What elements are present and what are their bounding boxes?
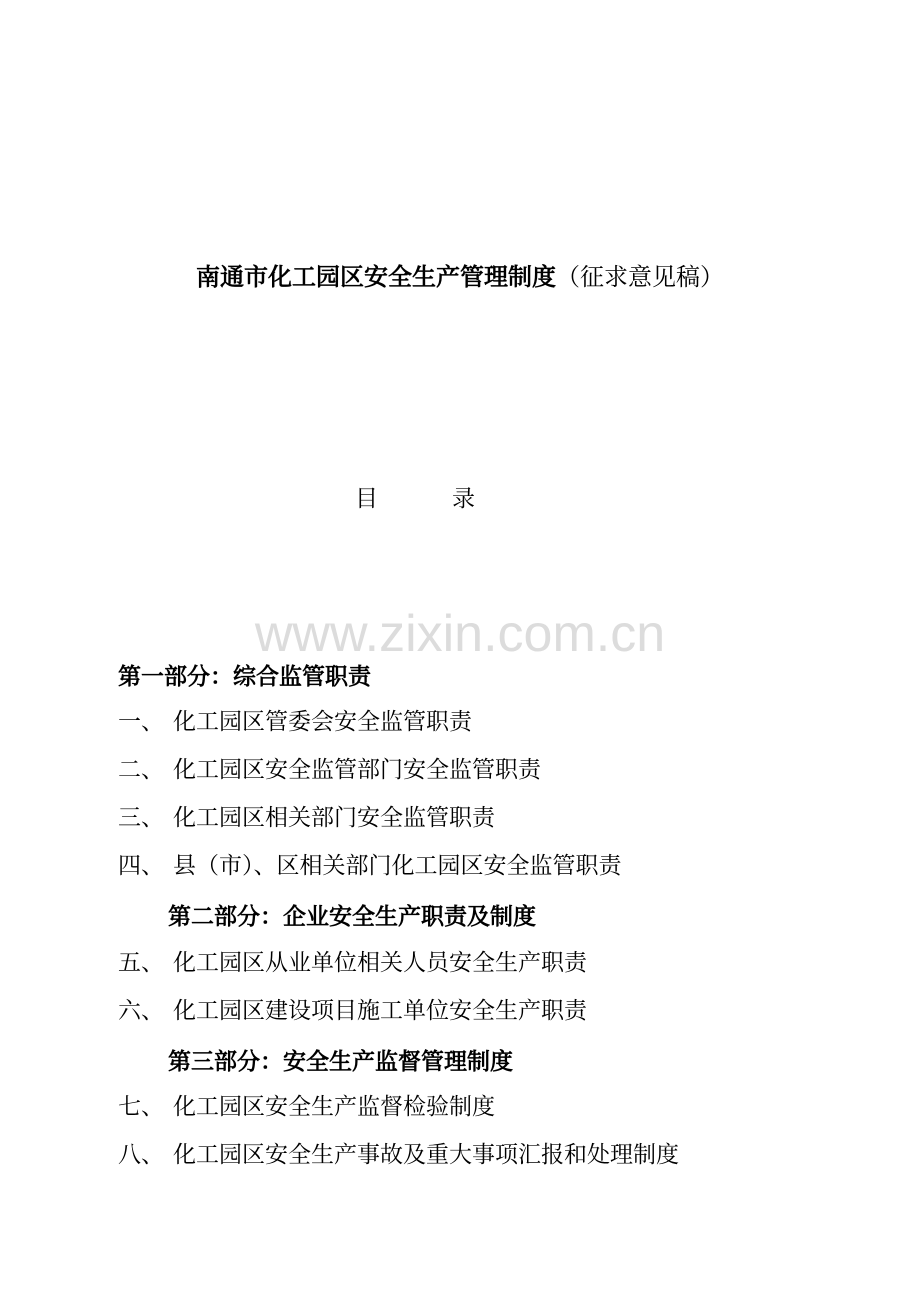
toc-item-number: 二、 — [118, 757, 164, 783]
toc-item — [118, 1139, 679, 1171]
toc-item-text: 化工园区安全生产事故及重大事项汇报和处理制度 — [173, 1142, 679, 1168]
toc-item-number: 七、 — [118, 1094, 164, 1120]
toc-item-number: 一、 — [118, 709, 164, 735]
document-title-main: 南通市化工园区安全生产管理制度 — [196, 263, 556, 291]
toc-item-number: 八、 — [118, 1142, 164, 1168]
toc-item-number: 六、 — [118, 998, 164, 1024]
toc-item-number: 五、 — [118, 950, 164, 976]
toc-item-text: 化工园区相关部门安全监管职责 — [173, 805, 495, 831]
toc-item — [118, 947, 587, 979]
toc-heading-char-1: 目 — [355, 486, 378, 512]
toc-item-text: 化工园区安全生产监督检验制度 — [173, 1094, 495, 1120]
toc-part-3: 第三部分：安全生产监督管理制度 — [168, 1049, 513, 1075]
watermark: www.zixin.com.cn — [254, 605, 666, 663]
toc-item — [118, 850, 622, 882]
toc-item-number: 四、 — [118, 853, 164, 879]
toc-item — [118, 706, 472, 738]
toc-part-1: 第一部分：综合监管职责 — [118, 664, 371, 690]
toc-item-text: 化工园区从业单位相关人员安全生产职责 — [173, 950, 587, 976]
toc-part-2: 第二部分：企业安全生产职责及制度 — [168, 904, 536, 930]
toc-item — [118, 995, 587, 1027]
toc-item-number: 三、 — [118, 805, 164, 831]
toc-item-text: 化工园区安全监管部门安全监管职责 — [173, 757, 541, 783]
toc-item-text: 化工园区管委会安全监管职责 — [173, 709, 472, 735]
toc-item — [118, 1091, 495, 1123]
toc-item-text: 县（市）、区相关部门化工园区安全监管职责 — [173, 853, 622, 879]
toc-heading-char-2: 录 — [452, 486, 475, 512]
toc-item — [118, 754, 541, 786]
document-title — [0, 260, 920, 294]
toc-item — [118, 802, 495, 834]
toc-item-text: 化工园区建设项目施工单位安全生产职责 — [173, 998, 587, 1024]
document-title-subtitle: （征求意见稿） — [556, 263, 724, 291]
